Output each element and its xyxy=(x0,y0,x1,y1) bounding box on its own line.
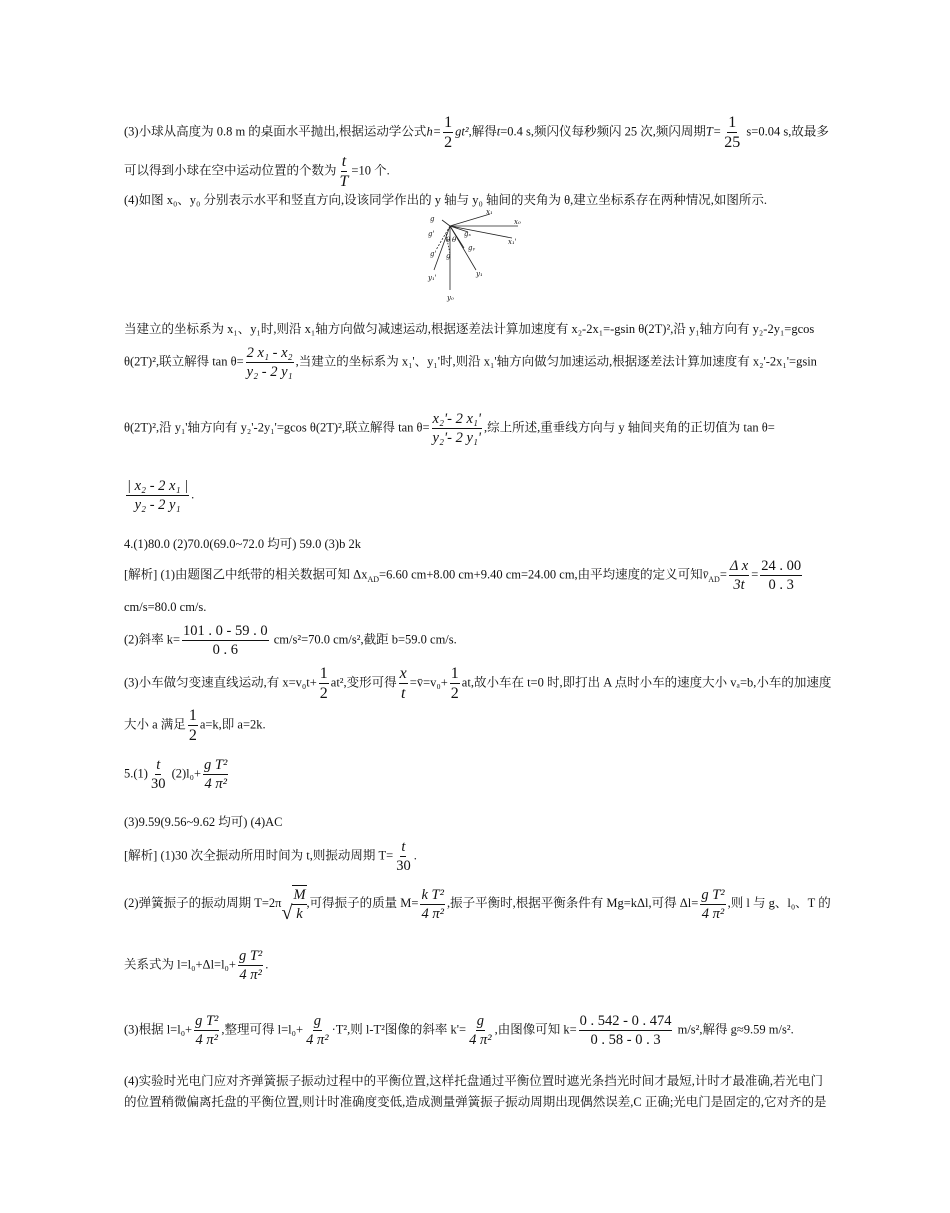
label: g xyxy=(430,215,435,223)
text: ,整理可得 l=l₀+ xyxy=(221,1022,304,1037)
fraction-t-30 xyxy=(395,838,412,875)
numerator: | x₂ - 2 x₁ | xyxy=(127,478,189,494)
equals: = xyxy=(751,567,759,582)
q5-explain-1 xyxy=(124,838,417,875)
fraction-gT2-4pi2 xyxy=(194,1012,219,1049)
denominator: 2 xyxy=(444,134,453,151)
text: (3)小球从高度为 0.8 m 的桌面水平抛出,根据运动学公式 xyxy=(124,124,427,139)
numerator: x₂'- 2 x₁' xyxy=(432,411,482,427)
denominator: 4 π² xyxy=(421,905,444,922)
text: ·T²,则 l-T²图像的斜率 k'= xyxy=(331,1022,467,1037)
var-t: t xyxy=(496,124,501,139)
q5-answer-2 xyxy=(124,814,282,830)
label: g xyxy=(446,252,451,260)
paragraph-5-line-3 xyxy=(124,410,775,447)
numerator: Δ x xyxy=(729,558,749,574)
label: g' xyxy=(430,250,437,258)
v-bar: v̄ xyxy=(702,567,709,582)
numerator: g xyxy=(476,1013,484,1029)
fraction-half xyxy=(443,113,453,152)
fraction-x-t xyxy=(399,664,408,703)
period: . xyxy=(413,848,417,863)
coordinate-diagram xyxy=(420,206,530,304)
denominator: 2 xyxy=(450,685,459,702)
denominator: y₂ - 2 y₁ xyxy=(134,497,181,513)
denominator: 4 π² xyxy=(701,905,725,922)
q4-answer xyxy=(124,536,361,552)
numerator: 1 xyxy=(444,114,453,131)
paragraph-5-line-1 xyxy=(124,321,814,337)
period: . xyxy=(265,957,269,972)
denominator: 0 . 6 xyxy=(212,642,238,658)
text: ,振子平衡时,根据平衡条件有 Mg=kΔl,可得 Δl= xyxy=(446,895,699,910)
text: 5.(1) xyxy=(124,766,148,781)
fraction-t-30 xyxy=(150,756,167,793)
text: . xyxy=(191,487,195,502)
denominator: 30 xyxy=(150,776,166,792)
coordinate-figure xyxy=(420,206,530,304)
fraction-tan2 xyxy=(432,410,482,447)
fraction-half xyxy=(319,664,329,703)
fraction-tan3 xyxy=(126,477,189,514)
subscript: AD xyxy=(367,574,380,584)
q4-explain-1b xyxy=(124,599,206,615)
text: at²,变形可得 xyxy=(330,675,397,690)
q5-explain-2 xyxy=(124,885,831,923)
axis-y1-prime xyxy=(434,226,450,270)
denominator: 2 xyxy=(188,727,197,744)
numerator: 101 . 0 - 59 . 0 xyxy=(183,623,268,639)
label: x₁ xyxy=(486,208,493,216)
fraction-tan1 xyxy=(246,344,294,381)
numerator: g T² xyxy=(195,1013,219,1029)
numerator: g T² xyxy=(204,757,228,773)
label: θ xyxy=(446,236,451,244)
denominator: t xyxy=(401,685,406,702)
text: (4)实验时光电门应对齐弹簧振子振动过程中的平衡位置,这样托盘通过平衡位置时遮光条挡光时间才最短,计时才最准确,若光电门 xyxy=(124,1074,823,1088)
var-T: T= xyxy=(705,124,722,139)
numerator: g T² xyxy=(701,886,725,903)
formula: h= xyxy=(426,124,442,139)
text: (2)斜率 k= xyxy=(124,632,180,647)
numerator: t xyxy=(341,153,347,170)
numerator: 1 xyxy=(728,114,737,131)
q5-explain-6 xyxy=(124,1094,826,1110)
denominator: 25 xyxy=(724,134,741,151)
vector-g xyxy=(442,220,450,226)
fraction-slope-k xyxy=(579,1012,673,1049)
denominator: 4 π² xyxy=(469,1032,492,1048)
denominator: 3t xyxy=(733,577,745,593)
numerator: t xyxy=(401,839,406,855)
text: cm/s²=70.0 cm/s²,截距 b=59.0 cm/s. xyxy=(270,632,457,647)
text: =v̄=v₀+ xyxy=(409,675,448,690)
text: ,则 l 与 g、l₀、T 的 xyxy=(727,895,831,910)
label: gₓ xyxy=(464,230,471,238)
text: =0.4 s,频闪仪每秒频闪 25 次,频闪周期 xyxy=(500,124,706,139)
text: ,可得振子的质量 M= xyxy=(306,895,419,910)
subscript: AD xyxy=(708,574,720,584)
fraction-t-T xyxy=(339,152,350,191)
fraction-gT2-4pi2 xyxy=(203,756,228,793)
q4-explain-4 xyxy=(124,706,266,745)
text: at,故小车在 t=0 时,即打出 A 点时小车的速度大小 vₐ=b,小车的加速度 xyxy=(461,675,832,690)
q4-explain-1 xyxy=(124,557,804,594)
numerator: 1 xyxy=(188,707,197,724)
text: ,综上所述,重垂线方向与 y 轴间夹角的正切值为 tan θ= xyxy=(484,420,775,435)
text: cm/s=80.0 cm/s. xyxy=(124,600,207,614)
text: s=0.04 s,故最多 xyxy=(743,124,829,139)
text: 可以得到小球在空中运动位置的个数为 xyxy=(124,163,337,178)
denominator: 0 . 58 - 0 . 3 xyxy=(590,1032,661,1048)
text: θ(2T)²,联立解得 tan θ= xyxy=(124,354,244,369)
label: g' xyxy=(428,230,435,238)
q5-explain-4 xyxy=(124,1012,794,1049)
paragraph-5-line-4 xyxy=(124,477,194,514)
q5-explain-5 xyxy=(124,1073,823,1089)
text: m/s²,解得 g≈9.59 m/s². xyxy=(674,1022,794,1037)
text: 4.(1)80.0 (2)70.0(69.0~72.0 均可) 59.0 (3)b 2k xyxy=(124,537,361,551)
denominator: y₂'- 2 y₁' xyxy=(432,430,482,446)
text: 大小 a 满足 xyxy=(124,717,186,732)
numerator: k T² xyxy=(421,886,444,903)
sqrt-M-k: √ $\frac{M}{k}$ xyxy=(281,887,306,924)
q5-explain-3 xyxy=(124,947,268,984)
fraction-half xyxy=(188,706,198,745)
numerator: 1 xyxy=(450,665,459,682)
denominator: 4 π² xyxy=(306,1032,329,1048)
label: y₁' xyxy=(428,274,437,282)
text: ,解得 xyxy=(468,124,497,139)
fraction-g-4pi2 xyxy=(468,1012,493,1049)
text: [解析] (1)30 次全振动所用时间为 t,则振动周期 T= xyxy=(124,848,394,863)
axis-x1-prime xyxy=(450,226,512,238)
fraction-1-25 xyxy=(723,113,741,152)
text: (4)如图 x₀、y₀ 分别表示水平和竖直方向,设该同学作出的 y 轴与 y₀ 轴间的夹角为 θ,建立坐标系存在两种情况,如图所示. xyxy=(124,193,768,207)
numerator: 2 x₁ - x₂ xyxy=(246,345,293,361)
fraction-dx-3t xyxy=(729,557,749,594)
text: ,由图像可知 k= xyxy=(494,1022,577,1037)
denominator: 2 xyxy=(319,685,328,702)
text: =10 个. xyxy=(351,163,390,178)
text: (3)根据 l=l₀+ xyxy=(124,1022,193,1037)
paragraph-3-line-2 xyxy=(124,152,390,191)
denominator: k xyxy=(296,906,303,922)
text: 当建立的坐标系为 x₁、y₁时,则沿 x₁轴方向做匀减速运动,根据逐差法计算加速度有 x₂-2x₁=-gsin θ(2T)²,沿 y₁轴方向有 y₂-2y₁=gcos xyxy=(124,322,815,336)
text: (3)小车做匀变速直线运动,有 x=v₀t+ xyxy=(124,675,317,690)
fraction-24-03 xyxy=(760,557,802,594)
equals: = xyxy=(719,567,727,582)
numerator: x xyxy=(399,665,407,682)
denominator: 4 π² xyxy=(204,776,227,792)
q5-answer-1 xyxy=(124,756,230,793)
denominator: T xyxy=(339,173,349,190)
denominator: 30 xyxy=(396,858,411,874)
label: x₀ xyxy=(514,218,521,226)
label: y₀ xyxy=(447,294,454,302)
fraction-kT2-4pi2 xyxy=(420,886,445,923)
text: 的位置稍微偏离托盘的平衡位置,则计时准确度变低,造成测量弹簧振子振动周期出现偶然误差,C 正确;光电门是固定的,它对齐的是 xyxy=(124,1095,827,1109)
numerator: g T² xyxy=(238,948,263,964)
label: θ xyxy=(452,236,457,244)
text: θ(2T)²,沿 y₁'轴方向有 y₂'-2y₁'=gcos θ(2T)²,联立解得 tan θ= xyxy=(124,420,430,435)
label: gᵧ xyxy=(468,244,476,252)
denominator: 4 π² xyxy=(195,1032,218,1048)
denominator: 4 π² xyxy=(239,967,262,983)
fraction-half xyxy=(450,664,460,703)
fraction-slope xyxy=(182,622,269,659)
text: a=k,即 a=2k. xyxy=(199,717,266,732)
formula: gt² xyxy=(455,124,469,139)
fraction-gT2-4pi2 xyxy=(700,886,725,923)
numerator: 24 . 00 xyxy=(761,558,802,574)
numerator: 0 . 542 - 0 . 474 xyxy=(579,1013,672,1029)
fraction-g-4pi2 xyxy=(305,1012,330,1049)
label: y₁ xyxy=(476,270,483,278)
text: (2)弹簧振子的振动周期 T=2π xyxy=(124,895,282,910)
denominator: y₂ - 2 y₁ xyxy=(246,364,293,380)
text: [解析] (1)由题图乙中纸带的相关数据可知 Δx xyxy=(124,567,368,582)
text: 关系式为 l=l₀+Δl=l₀+ xyxy=(124,957,236,972)
fraction-gT2-4pi2 xyxy=(238,947,263,984)
paragraph-5-line-2 xyxy=(124,344,817,381)
numerator: 1 xyxy=(319,665,328,682)
text: =6.60 cm+8.00 cm+9.40 cm=24.00 cm,由平均速度的定义可知 xyxy=(379,567,703,582)
axis-x1 xyxy=(450,214,490,226)
text: (3)9.59(9.56~9.62 均可) (4)AC xyxy=(124,815,283,829)
denominator: 0 . 3 xyxy=(768,577,794,593)
text: (2)l₀+ xyxy=(168,766,202,781)
numerator: t xyxy=(156,757,161,773)
label: x₁' xyxy=(508,238,517,246)
q4-explain-3 xyxy=(124,664,831,703)
numerator: M xyxy=(293,887,306,903)
numerator: g xyxy=(313,1013,321,1029)
q4-explain-2 xyxy=(124,622,457,659)
paragraph-3-line-1 xyxy=(124,113,829,152)
text: ,当建立的坐标系为 x₁'、y₁'时,则沿 x₁'轴方向做匀加速运动,根据逐差法计算加速度有 x₂'-2x₁'=gsin xyxy=(295,354,817,369)
